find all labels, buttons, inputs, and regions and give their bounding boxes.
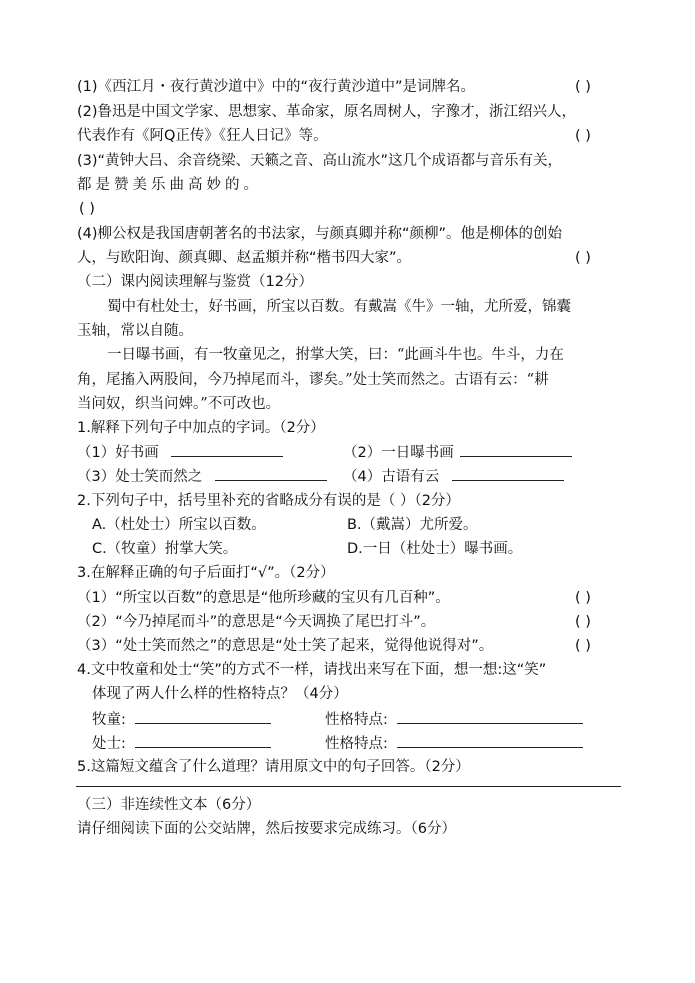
passage-line-2: 玉轴，常以自随。 <box>77 323 193 339</box>
q4-row-shepherd <box>92 709 271 730</box>
q3-item-3: （3）“处士笑而然之”的意思是“处士笑了起来，觉得他说得对”。 <box>77 638 494 654</box>
passage-line-5: 当问奴，织当问婢。”不可改也。 <box>77 396 281 412</box>
judge-item-2-line2: 代表作有《阿Q正传》《狂人日记》等。 <box>77 128 328 144</box>
q1-answer-blank-4[interactable] <box>452 466 564 481</box>
q2-option-a[interactable]: A.（杜处士）所宝以百数。 <box>92 517 266 533</box>
q1-item-1-label: （1）好书画 <box>77 445 159 461</box>
question-2-stem: 2.下列句子中，括号里补充的省略成分有误的是（ ）（2分） <box>77 493 460 509</box>
q1-item-4-label: （4）古语有云 <box>343 469 440 485</box>
judge-item-3-line2: 都是赞美乐曲高妙的。 <box>77 177 262 193</box>
q4-row-scholar-trait <box>325 733 583 754</box>
q1-answer-blank-3[interactable] <box>215 466 327 481</box>
section-heading-reading: （二）课内阅读理解与鉴赏（12分） <box>77 274 313 290</box>
q2-option-c[interactable]: C.（牧童）拊掌大笑。 <box>92 541 238 557</box>
q1-item-2 <box>343 442 572 463</box>
q4-shepherd-blank[interactable] <box>135 709 271 724</box>
q4-scholar-blank[interactable] <box>135 733 271 748</box>
q1-answer-blank-1[interactable] <box>171 442 283 457</box>
q4-shepherd-trait-label: 性格特点: <box>325 712 388 728</box>
part3-instruction: 请仔细阅读下面的公交站牌，然后按要求完成练习。（6分） <box>77 821 456 837</box>
q4-scholar-label: 处士: <box>92 736 126 752</box>
question-3-stem: 3.在解释正确的句子后面打“√”。（2分） <box>77 565 335 581</box>
q2-option-d[interactable]: D.一日（杜处士）曝书画。 <box>347 541 523 557</box>
judge-item-4-line1: (4)柳公权是我国唐朝著名的书法家，与颜真卿并称“颜柳”。他是柳体的创始 <box>77 226 563 242</box>
section-heading-nonlinear: （三）非连续性文本（6分） <box>77 797 261 813</box>
q1-item-3-label: （3）处士笑而然之 <box>77 469 203 485</box>
q4-shepherd-label: 牧童: <box>92 712 126 728</box>
question-4-stem-line2: 体现了两人什么样的性格特点？（4分） <box>92 686 348 702</box>
question-4-stem-line1: 4.文中牧童和处士“笑”的方式不一样，请找出来写在下面，想一想:这“笑” <box>77 662 547 678</box>
q4-shepherd-trait-blank[interactable] <box>397 709 583 724</box>
q3-answer-paren-3[interactable]: ( ) <box>575 638 591 654</box>
q5-answer-line[interactable] <box>76 786 621 787</box>
q4-row-scholar <box>92 733 271 754</box>
judge-item-1: (1)《西江月・夜行黄沙道中》中的“夜行黄沙道中”是词牌名。 <box>77 79 476 95</box>
q4-row-shepherd-trait <box>325 709 583 730</box>
answer-paren-4[interactable]: ( ) <box>575 250 591 266</box>
q2-option-b[interactable]: B.（戴嵩）尤所爱。 <box>347 517 478 533</box>
q4-scholar-trait-blank[interactable] <box>397 733 583 748</box>
q3-item-1: （1）“所宝以百数”的意思是“他所珍藏的宝贝有几百种”。 <box>77 590 450 606</box>
q3-answer-paren-2[interactable]: ( ) <box>575 614 591 630</box>
judge-item-4-line2: 人，与欧阳询、颜真卿、赵孟頫并称“楷书四大家”。 <box>77 250 412 266</box>
passage-line-3: 一日曝书画，有一牧童见之，拊掌大笑，曰：“此画斗牛也。牛斗，力在 <box>107 347 564 363</box>
passage-line-1: 蜀中有杜处士，好书画，所宝以百数。有戴嵩《牛》一轴，尤所爱，锦囊 <box>107 299 571 315</box>
q3-answer-paren-1[interactable]: ( ) <box>575 590 591 606</box>
q1-item-3 <box>77 466 327 487</box>
q1-item-4 <box>343 466 564 487</box>
judge-item-3-line1: (3)“黄钟大吕、余音绕梁、天籁之音、高山流水”这几个成语都与音乐有关， <box>77 153 563 169</box>
answer-paren-2[interactable]: ( ) <box>575 128 591 144</box>
question-1-stem: 1.解释下列句子中加点的字词。（2分） <box>77 420 325 436</box>
judge-item-2-line1: (2)鲁迅是中国文学家、思想家、革命家，原名周树人，字豫才，浙江绍兴人， <box>77 104 577 120</box>
answer-paren-3[interactable]: ( ) <box>79 201 95 217</box>
q4-scholar-trait-label: 性格特点: <box>325 736 388 752</box>
q1-answer-blank-2[interactable] <box>460 442 572 457</box>
q3-item-2: （2）“今乃掉尾而斗”的意思是“今天调换了尾巴打斗”。 <box>77 614 436 630</box>
answer-paren-1[interactable]: ( ) <box>575 79 591 95</box>
q1-item-1 <box>77 442 283 463</box>
question-5-stem: 5.这篇短文蕴含了什么道理？请用原文中的句子回答。（2分） <box>77 759 470 775</box>
passage-line-4: 角，尾搐入两股间，今乃掉尾而斗，谬矣。”处士笑而然之。古语有云：“耕 <box>77 372 549 388</box>
q1-item-2-label: （2）一日曝书画 <box>343 445 454 461</box>
